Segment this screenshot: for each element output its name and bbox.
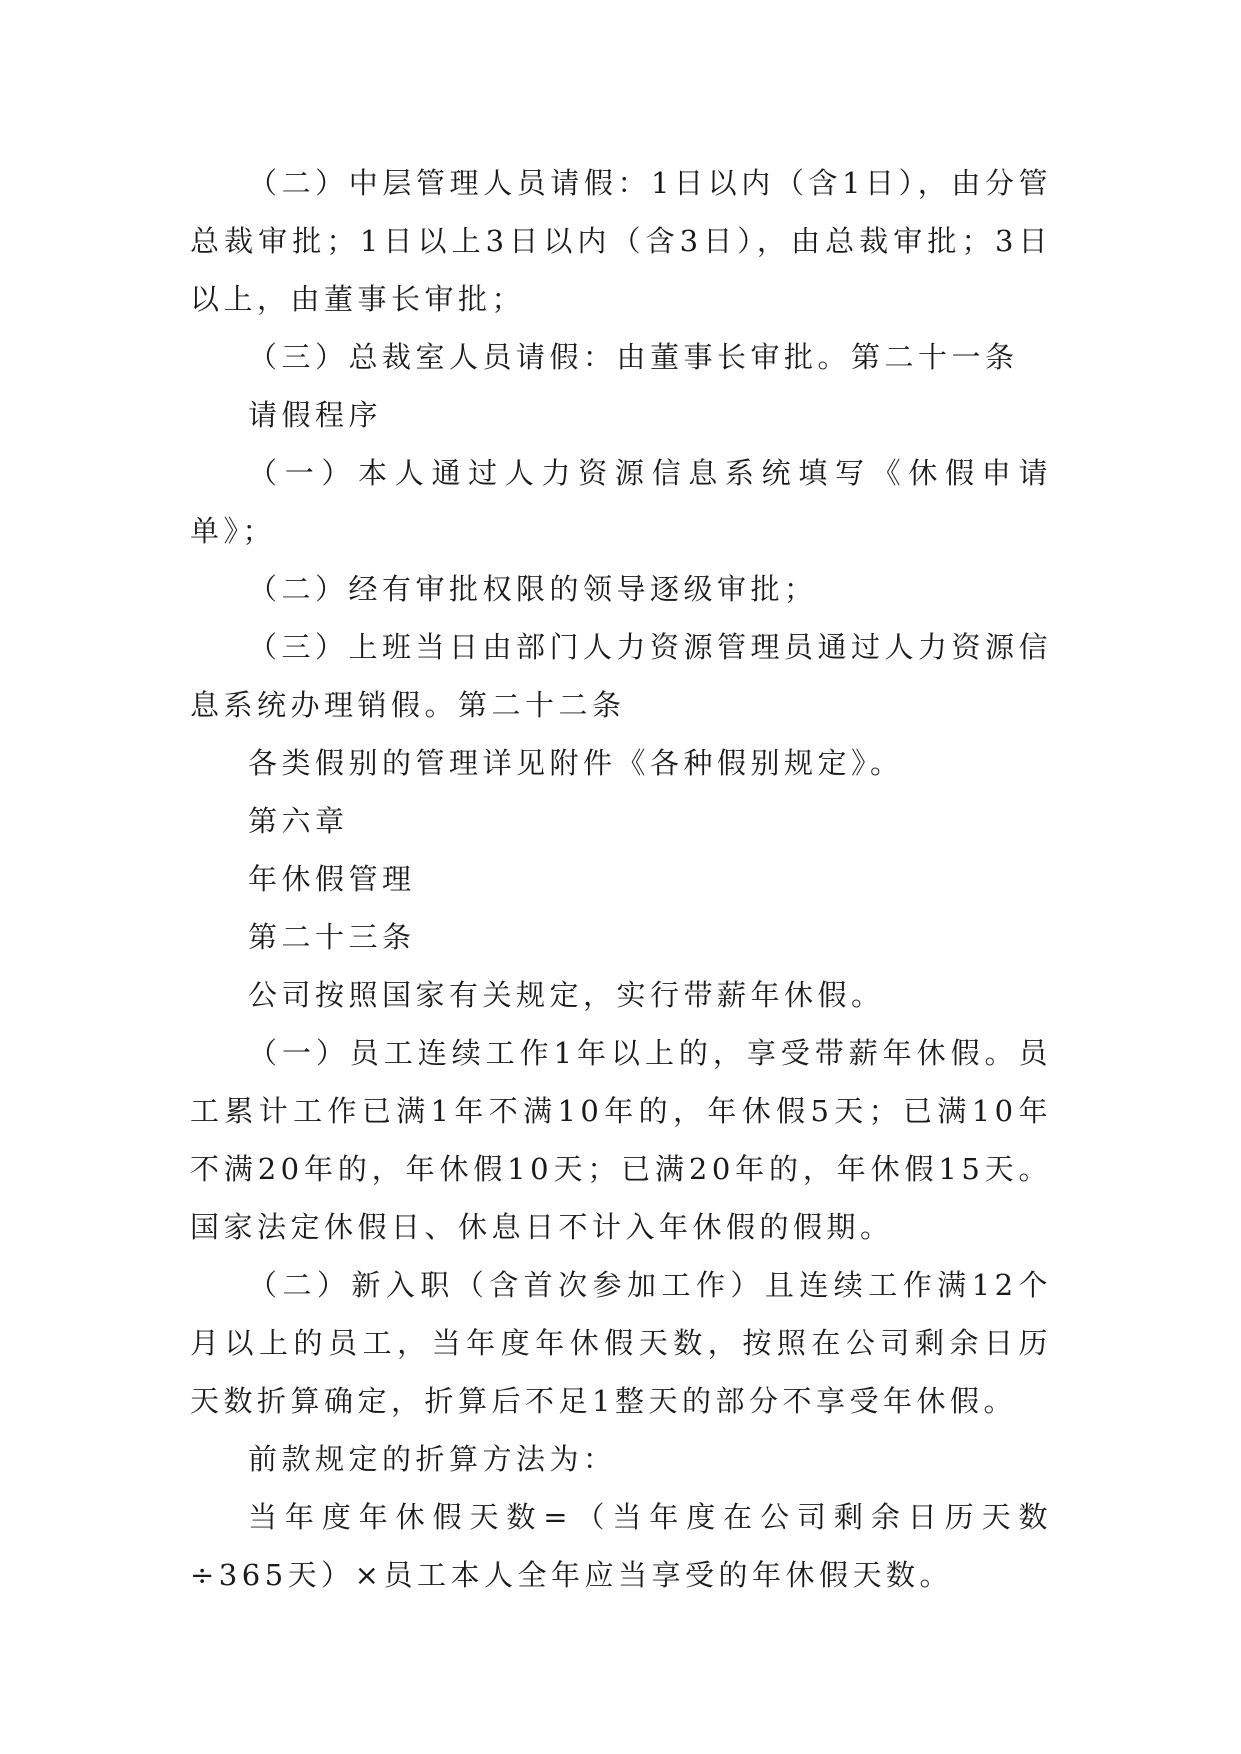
paragraph-leave-types-reference: 各类假别的管理详见附件《各种假别规定》。 — [248, 746, 904, 780]
paragraph-leave-approval-executive-office: （三）总裁室人员请假：由董事长审批。第二十一条 — [248, 340, 1019, 374]
paragraph-paid-annual-leave: 公司按照国家有关规定，实行带薪年休假。 — [248, 978, 885, 1012]
document-body — [190, 154, 1052, 1604]
chapter-heading: 第六章 — [248, 804, 349, 838]
paragraph-annual-leave-entitlement: （一）员工连续工作1年以上的，享受带薪年休假。员工累计工作已满1年不满10年的，年休假5天；已满10年不满20年的，年休假10天；已满20年的，年休假15天。国家法定休假日、休息日不计入年休假的假期。 — [190, 1036, 1052, 1244]
paragraph-procedure-step-2: （二）经有审批权限的领导逐级审批； — [248, 572, 818, 606]
paragraph-procedure-step-1: （一）本人通过人力资源信息系统填写《休假申请单》； — [190, 456, 1052, 548]
article-heading: 第二十三条 — [248, 920, 416, 954]
paragraph-calculation-formula: 当年度年休假天数=（当年度在公司剩余日历天数÷365天）×员工本人全年应当享受的年休假天数。 — [190, 1500, 1052, 1592]
paragraph-new-hire-annual-leave: （二）新入职（含首次参加工作）且连续工作满12个月以上的员工，当年度年休假天数，按照在公司剩余日历天数折算确定，折算后不足1整天的部分不享受年休假。 — [190, 1268, 1052, 1418]
paragraph-procedure-step-3: （三）上班当日由部门人力资源管理员通过人力资源信息系统办理销假。第二十二条 — [190, 630, 1053, 722]
paragraph-heading-leave-procedure: 请假程序 — [248, 398, 383, 432]
chapter-title: 年休假管理 — [248, 862, 416, 896]
paragraph-calculation-method-intro: 前款规定的折算方法为： — [248, 1442, 617, 1476]
paragraph-leave-approval-middle-management: （二）中层管理人员请假：1日以内（含1日），由分管总裁审批；1日以上3日以内（含3日），由总裁审批；3日以上，由董事长审批； — [190, 166, 1052, 316]
